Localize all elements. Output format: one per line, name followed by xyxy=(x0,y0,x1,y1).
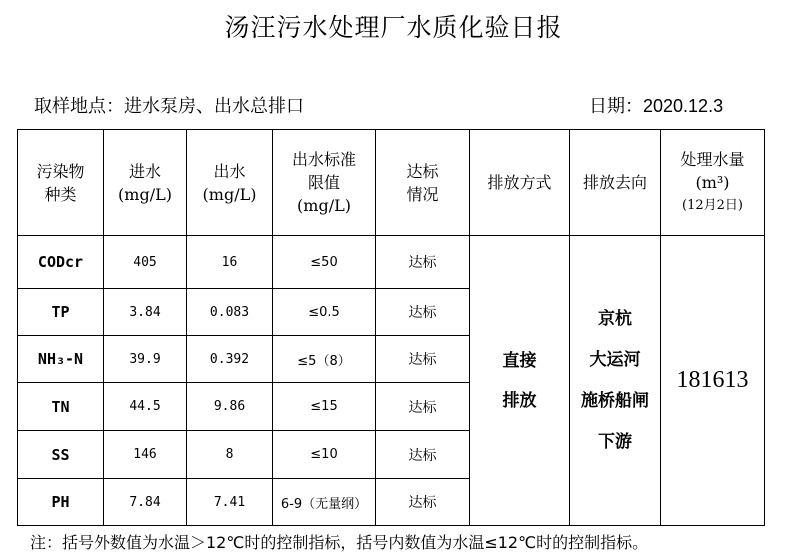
header-item: 污染物 种类 xyxy=(18,130,104,236)
row-status: 达标 xyxy=(376,236,470,289)
discharge-dest-cell: 京杭 大运河 施桥船闸 下游 xyxy=(570,236,661,526)
treated-volume: 181613 xyxy=(661,236,765,526)
row-inflow: 44.5 xyxy=(104,383,187,431)
water-quality-table xyxy=(17,129,765,526)
row-item: NH₃-N xyxy=(18,336,104,383)
header-inflow: 进水 (mg/L) xyxy=(104,130,187,236)
row-limit: ≤5（8） xyxy=(273,336,376,383)
row-inflow: 3.84 xyxy=(104,289,187,336)
row-limit: 6-9（无量纲） xyxy=(273,479,376,526)
row-status: 达标 xyxy=(376,336,470,383)
row-outflow: 7.41 xyxy=(187,479,273,526)
row-outflow: 16 xyxy=(187,236,273,289)
row-status: 达标 xyxy=(376,479,470,526)
date-value: 2020.12.3 xyxy=(643,96,724,116)
row-status: 达标 xyxy=(376,431,470,479)
header-row xyxy=(18,130,765,236)
row-inflow: 146 xyxy=(104,431,187,479)
table-row xyxy=(18,236,765,289)
date-label: 日期： xyxy=(589,96,643,117)
row-outflow: 0.392 xyxy=(187,336,273,383)
row-item: PH xyxy=(18,479,104,526)
row-limit: ≤0.5 xyxy=(273,289,376,336)
row-outflow: 0.083 xyxy=(187,289,273,336)
header-limit: 出水标准 限值 (mg/L) xyxy=(273,130,376,236)
header-discharge-mode: 排放方式 xyxy=(470,130,570,236)
row-limit: ≤10 xyxy=(273,431,376,479)
sampling-location: 取样地点：进水泵房、出水总排口 xyxy=(34,96,304,117)
header-volume: 处理水量 (m³) (12月2日) xyxy=(661,130,765,236)
header-status: 达标 情况 xyxy=(376,130,470,236)
header-outflow: 出水 (mg/L) xyxy=(187,130,273,236)
row-status: 达标 xyxy=(376,383,470,431)
row-inflow: 7.84 xyxy=(104,479,187,526)
row-outflow: 9.86 xyxy=(187,383,273,431)
row-inflow: 39.9 xyxy=(104,336,187,383)
discharge-mode-cell: 直接 排放 xyxy=(470,236,570,526)
row-limit: ≤15 xyxy=(273,383,376,431)
row-item: TP xyxy=(18,289,104,336)
report-date xyxy=(589,92,723,118)
report-title: 汤汪污水处理厂水质化验日报 xyxy=(224,13,563,42)
header-discharge-dest: 排放去向 xyxy=(570,130,661,236)
row-outflow: 8 xyxy=(187,431,273,479)
row-inflow: 405 xyxy=(104,236,187,289)
row-item: TN xyxy=(18,383,104,431)
row-limit: ≤50 xyxy=(273,236,376,289)
row-status: 达标 xyxy=(376,289,470,336)
footnote: 注：括号外数值为水温＞12℃时的控制指标，括号内数值为水温≤12℃时的控制指标。 xyxy=(30,533,649,552)
row-item: CODcr xyxy=(18,236,104,289)
row-item: SS xyxy=(18,431,104,479)
